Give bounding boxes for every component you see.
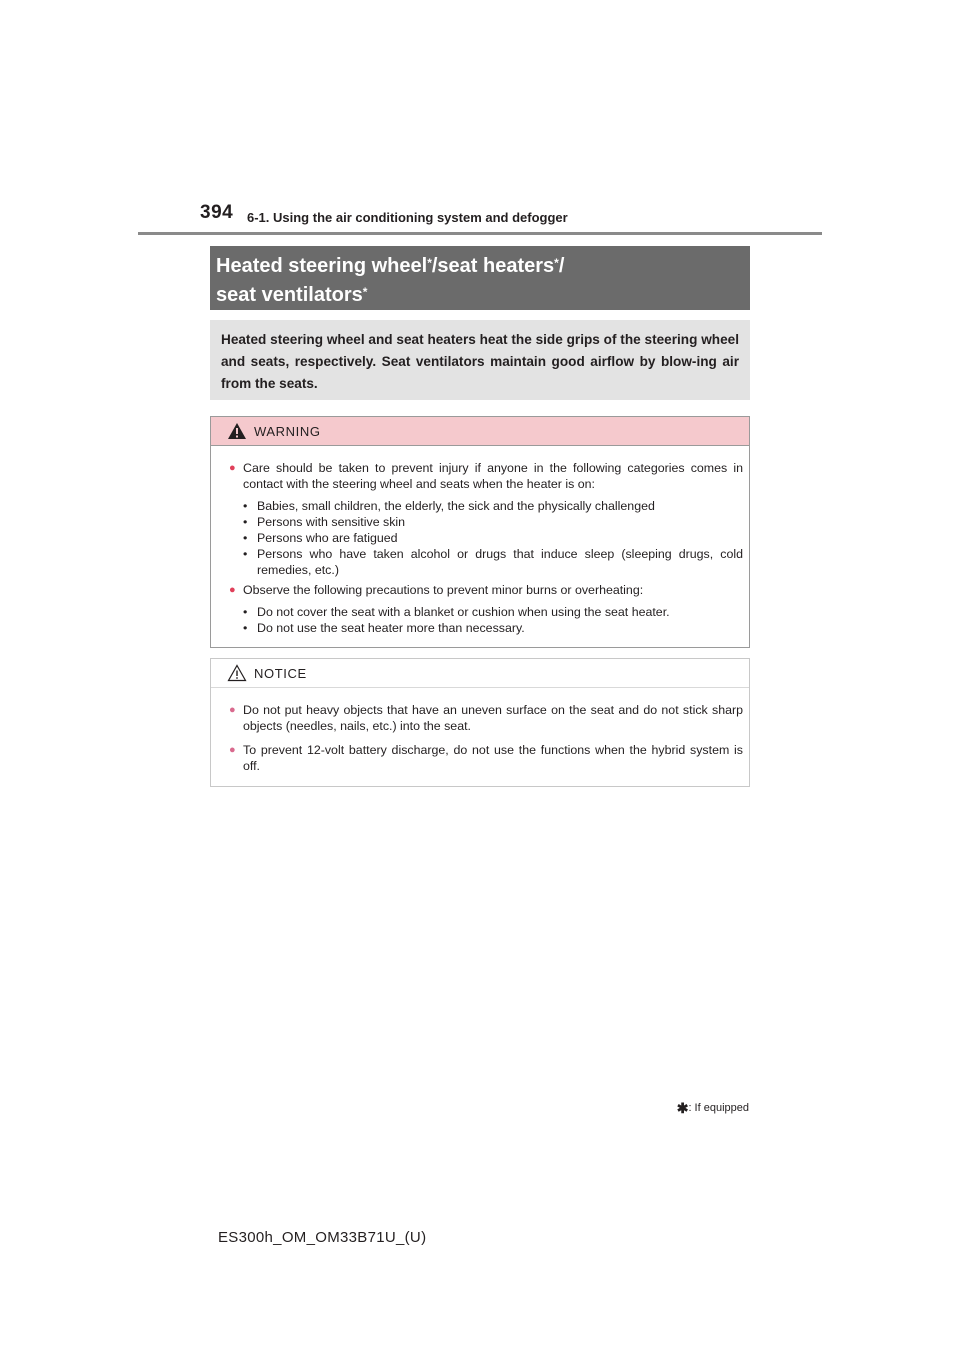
bullet-icon: ●: [229, 584, 236, 596]
sub-item-text: Persons with sensitive skin: [257, 515, 406, 529]
bullet-text: Observe the following precautions to prevent minor burns or overheating:: [243, 583, 644, 597]
asterisk-mark: *: [554, 256, 559, 270]
warning-box: [210, 416, 750, 648]
sub-item-text: Do not cover the seat with a blanket or cushion when using the seat heater.: [257, 605, 670, 619]
title-part-2: /seat heaters: [431, 255, 555, 277]
title-part-1: Heated steering wheel: [216, 255, 428, 277]
sub-item-text: Do not use the seat heater more than necessary.: [257, 621, 525, 635]
bullet-icon: ●: [229, 704, 236, 716]
list-item: [229, 702, 743, 734]
sub-list-item: [243, 546, 743, 578]
title-part-4: seat ventilators: [216, 284, 363, 306]
warning-label: WARNING: [254, 423, 321, 439]
warning-header: [211, 417, 749, 446]
sub-list: [229, 498, 743, 578]
header-rule: [138, 232, 822, 235]
notice-triangle-icon: [227, 664, 247, 682]
sub-list: [229, 604, 743, 636]
warning-body: [211, 446, 749, 636]
notice-header: [211, 659, 749, 688]
sub-item-text: Persons who are fatigued: [257, 531, 398, 545]
sub-list-item: [243, 514, 743, 530]
asterisk-icon: ✱: [676, 1100, 689, 1116]
sub-bullet-icon: •: [243, 515, 248, 529]
asterisk-mark: *: [427, 256, 432, 270]
bullet-text: Care should be taken to prevent injury if anyone in the following categories comes in contact with the steering wheel and seats when the heater is on:: [243, 461, 743, 491]
footnote: [677, 1100, 749, 1117]
sub-item-text: Babies, small children, the elderly, the sick and the physically challenged: [257, 499, 655, 513]
sub-bullet-icon: •: [243, 499, 248, 513]
list-item: [229, 582, 743, 598]
bullet-icon: ●: [229, 744, 236, 756]
bullet-text: To prevent 12-volt battery discharge, do not use the functions when the hybrid system is off.: [243, 743, 743, 773]
sub-list-item: [243, 530, 743, 546]
sub-list-item: [243, 604, 743, 620]
document-code: ES300h_OM_OM33B71U_(U): [218, 1229, 427, 1246]
asterisk-mark: *: [362, 285, 368, 299]
sub-bullet-icon: •: [243, 531, 248, 545]
list-item: [229, 742, 743, 774]
list-item: [229, 460, 743, 492]
section-path: 6-1. Using the air conditioning system and defogger: [247, 210, 568, 225]
notice-box: [210, 658, 750, 787]
notice-body: [211, 688, 749, 774]
footnote-text: : If equipped: [688, 1102, 749, 1114]
sub-list-item: [243, 620, 743, 636]
notice-label: NOTICE: [254, 665, 307, 681]
sub-bullet-icon: •: [243, 621, 248, 635]
bullet-icon: ●: [229, 462, 236, 474]
warning-triangle-icon: [227, 422, 247, 440]
bullet-text: Do not put heavy objects that have an uneven surface on the seat and do not stick sharp objects (needles, nails, etc.) into the seat.: [243, 703, 743, 733]
page-number: 394: [200, 202, 234, 223]
intro-box: Heated steering wheel and seat heaters heat the side grips of the steering wheel and seats, respectively. Seat ventilators maintain good airflow by blow-ing air from the seats.: [210, 320, 750, 400]
section-title: [210, 246, 750, 310]
title-part-3: /: [558, 255, 565, 277]
sub-bullet-icon: •: [243, 547, 248, 561]
sub-list-item: [243, 498, 743, 514]
sub-item-text: Persons who have taken alcohol or drugs that induce sleep (sleeping drugs, cold remedies, etc.): [257, 547, 743, 577]
sub-bullet-icon: •: [243, 605, 248, 619]
